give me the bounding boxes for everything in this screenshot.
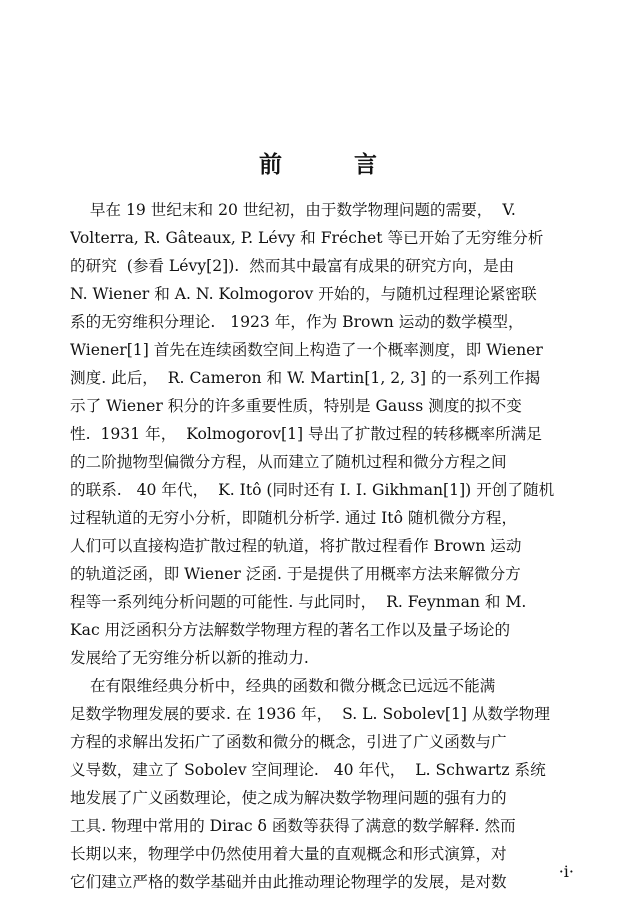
text-line: Kac 用泛函积分方法解数学物理方程的著名工作以及量子场论的 xyxy=(70,621,511,639)
page-number: ·i· xyxy=(558,862,574,881)
text-line: 过程轨道的无穷小分析，即随机分析学. 通过 Itô 随机微分方程， xyxy=(70,509,518,527)
text-line: 人们可以直接构造扩散过程的轨道，将扩散过程看作 Brown 运动 xyxy=(70,537,522,555)
text-line: 的轨道泛函，即 Wiener 泛函. 于是提供了用概率方法来解微分方 xyxy=(70,565,521,583)
text-line: 程等一系列纯分析问题的可能性. 与此同时， R. Feynman 和 M. xyxy=(70,593,527,611)
title-char-2: 言 xyxy=(354,151,379,178)
text-line: 它们建立严格的数学基础并由此推动理论物理学的发展，是对数 xyxy=(70,873,507,891)
text-line: 工具. 物理中常用的 Dirac δ 函数等获得了满意的数学解释. 然而 xyxy=(70,817,516,835)
text-line: 示了 Wiener 积分的许多重要性质，特别是 Gauss 测度的拟不变 xyxy=(70,397,522,415)
text-line: 发展给了无穷维分析以新的推动力. xyxy=(70,649,309,667)
preface-body xyxy=(70,196,574,896)
text-line: 测度. 此后， R. Cameron 和 W. Martin[1, 2, 3] 的一系列工作揭 xyxy=(70,369,541,387)
text-line: 的联系. 40 年代， K. Itô (同时还有 I. I. Gikhman[1]) 开创了随机 xyxy=(70,481,555,499)
page-title xyxy=(0,146,638,179)
title-char-1: 前 xyxy=(259,151,284,178)
text-line: 地发展了广义函数理论，使之成为解决数学物理问题的强有力的 xyxy=(70,789,507,807)
text-line: 的研究 (参看 Lévy[2]). 然而其中最富有成果的研究方向，是由 xyxy=(70,257,515,275)
text-line: 方程的求解出发拓广了函数和微分的概念，引进了广义函数与广 xyxy=(70,733,507,751)
text-line: 在有限维经典分析中，经典的函数和微分概念已远远不能满 xyxy=(70,677,496,695)
text-line: Wiener[1] 首先在连续函数空间上构造了一个概率测度，即 Wiener xyxy=(70,341,543,359)
text-line: 义导数，建立了 Sobolev 空间理论. 40 年代， L. Schwartz 系统 xyxy=(70,761,546,779)
text-line: 长期以来，物理学中仍然使用着大量的直观概念和形式演算，对 xyxy=(70,845,507,863)
text-line: 足数学物理发展的要求. 在 1936 年， S. L. Sobolev[1] 从数学物理 xyxy=(70,705,550,723)
text-line: Volterra, R. Gâteaux, P. Lévy 和 Fréchet 等已开始了无穷维分析 xyxy=(70,229,544,247)
text-line: 早在 19 世纪末和 20 世纪初，由于数学物理问题的需要， V. xyxy=(70,201,516,219)
text-line: 系的无穷维积分理论. 1923 年，作为 Brown 运动的数学模型， xyxy=(70,313,524,331)
text-line: N. Wiener 和 A. N. Kolmogorov 开始的，与随机过程理论紧密联 xyxy=(70,285,537,303)
text-line: 的二阶抛物型偏微分方程，从而建立了随机过程和微分方程之间 xyxy=(70,453,507,471)
paragraph-1 xyxy=(70,196,574,672)
text-line: 性. 1931 年， Kolmogorov[1] 导出了扩散过程的转移概率所满足 xyxy=(70,425,542,443)
